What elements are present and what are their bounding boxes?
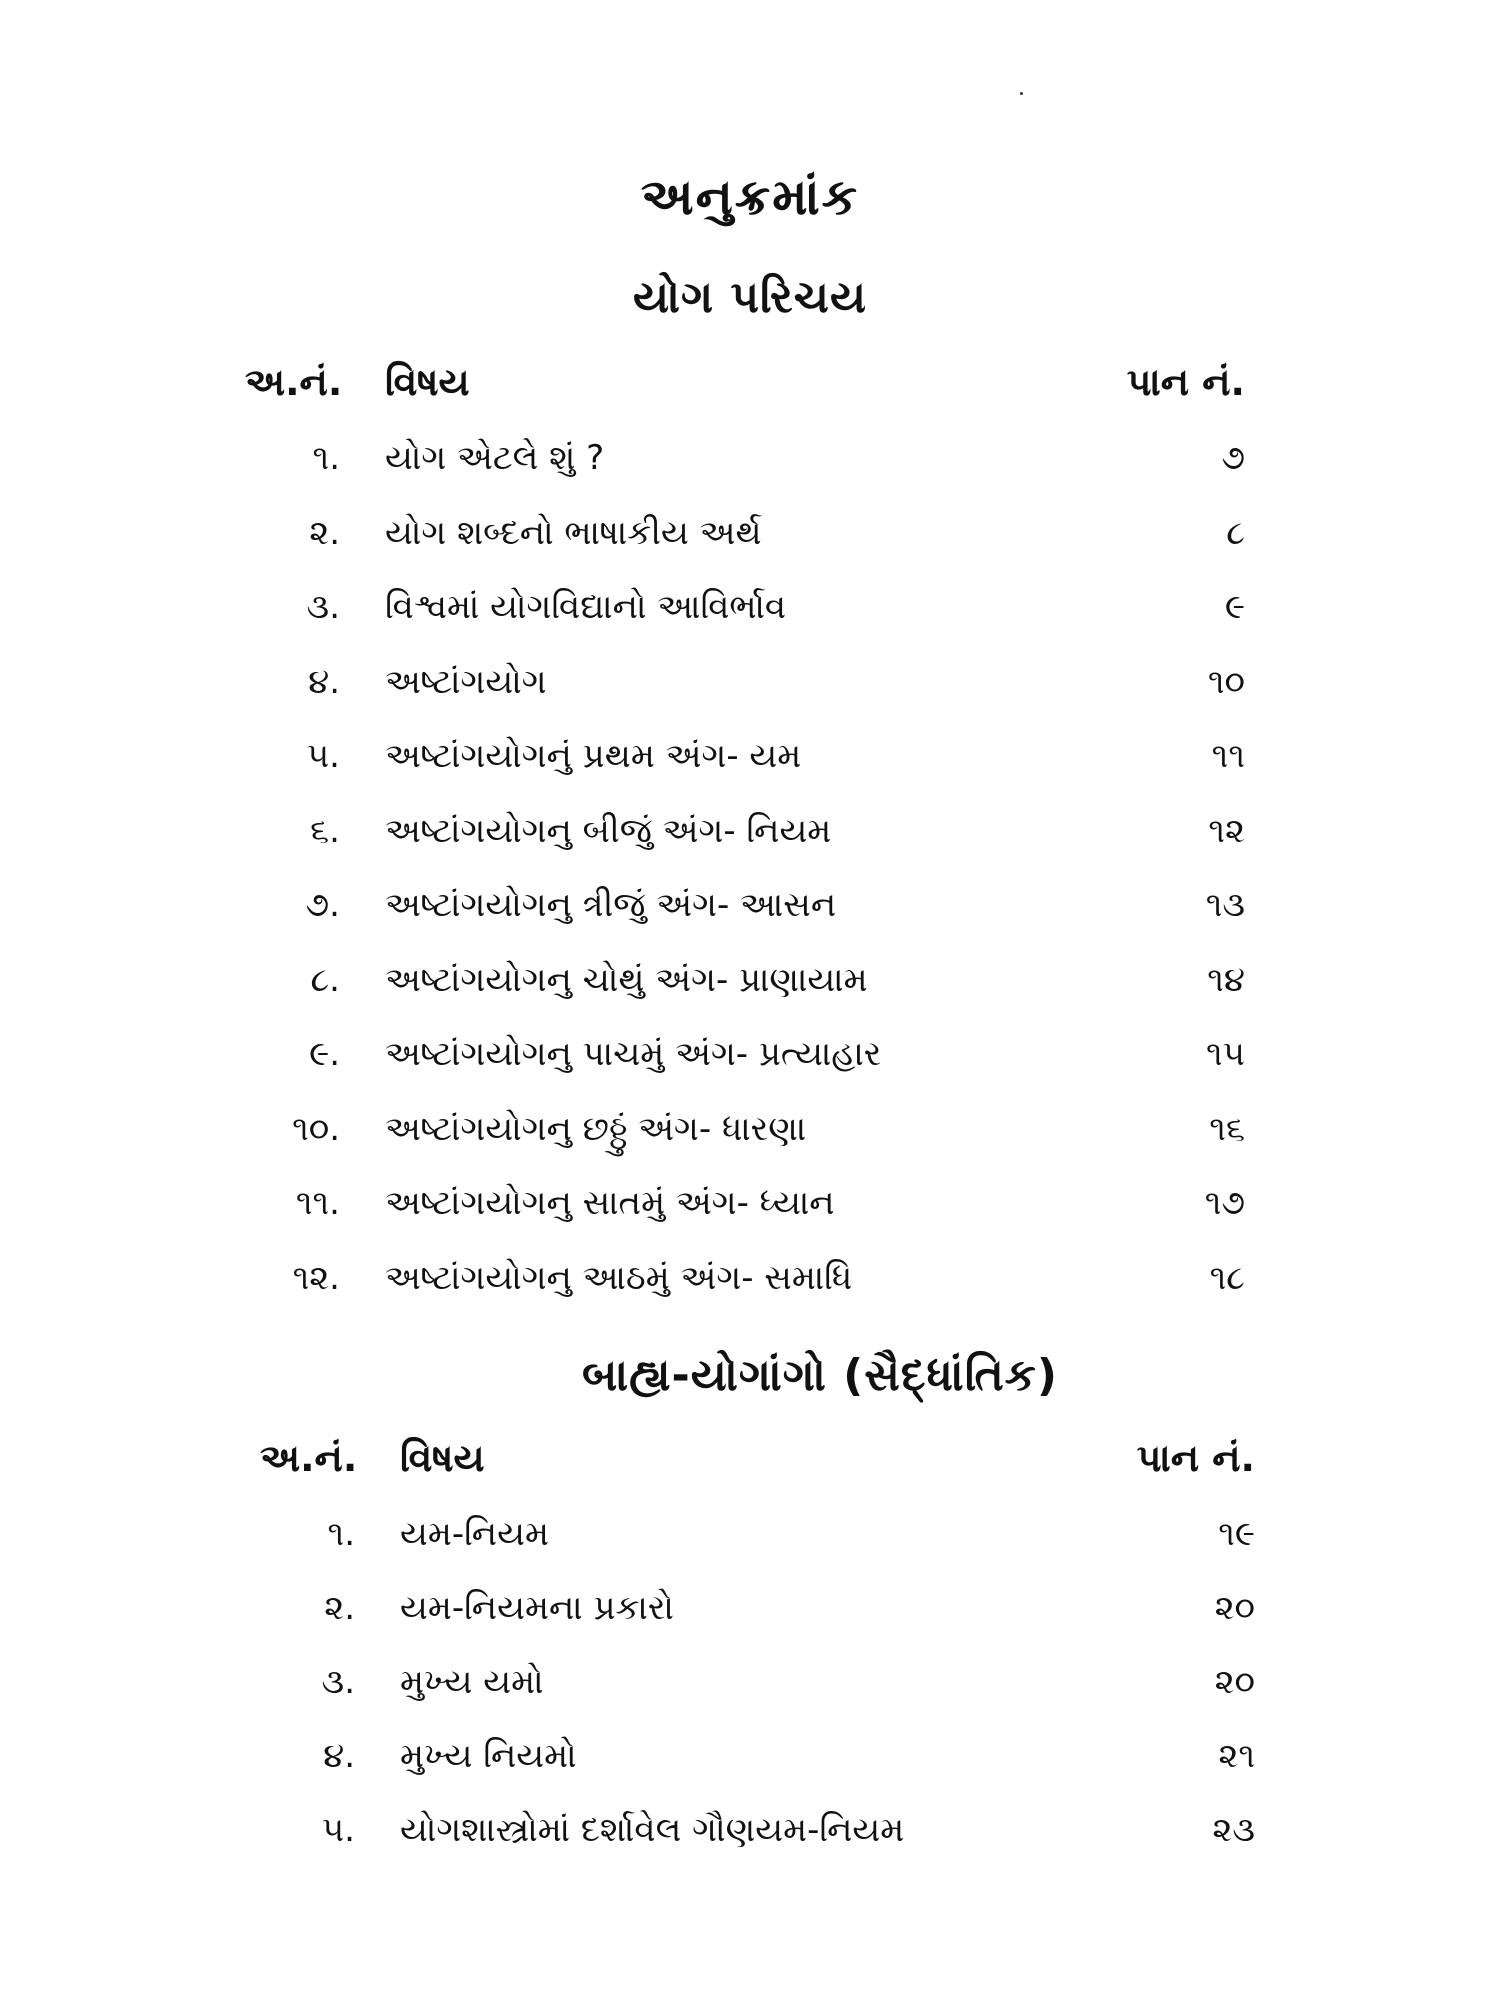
print-speck [1020,92,1023,95]
toc-row-number: ૪. [308,661,340,702]
toc-row-number: ૧. [312,438,340,478]
toc-rows [0,1514,1500,1884]
toc-row-number: ૪. [323,1736,355,1776]
column-header-page: પાન નં. [1136,1436,1255,1480]
toc-row-page: ૨૦ [1214,1662,1255,1702]
toc-row-topic: અષ્ટાંગયોગનુ સાતમું અંગ- ધ્યાન [385,1183,835,1223]
toc-row [0,1662,1500,1736]
toc-row-topic: અષ્ટાંગયોગનુ છઠ્ઠું અંગ- ધારણા [385,1108,807,1149]
toc-row-topic: મુખ્ય યમો [400,1662,544,1702]
toc-row-page: ૧૯ [1218,1514,1255,1554]
toc-row-number: ૧. [327,1514,355,1554]
toc-row-number: ૨. [324,1588,355,1628]
column-header-page: પાન નં. [1126,360,1245,404]
toc-row [0,1183,1500,1258]
column-header-topic: વિષય [400,1436,485,1480]
toc-row [0,811,1500,886]
toc-row-topic: યોગશાસ્ત્રોમાં દર્શાવેલ ગૌણયમ-નિયમ [400,1810,905,1850]
toc-row-number: ૧૨. [292,1257,340,1298]
toc-row [0,587,1500,662]
toc-row [0,1810,1500,1884]
toc-row-page: ૧૨ [1208,810,1245,851]
toc-row-number: ૩. [306,587,340,627]
toc-row-topic: વિશ્વમાં યોગવિદ્યાનો આવિર્ભાવ [385,587,787,627]
toc-row-topic: અષ્ટાંગયોગ [385,661,547,702]
toc-row-page: ૧૪ [1207,959,1245,1000]
toc-row-number: ૮. [310,959,340,1000]
toc-row [0,1588,1500,1662]
toc-row-page: ૧૩ [1205,885,1245,925]
toc-row-number: ૧૧. [295,1183,340,1223]
toc-row-page: ૧૬ [1209,1108,1245,1149]
toc-row [0,438,1500,513]
toc-row [0,1514,1500,1588]
toc-row-number: ૬. [310,810,340,851]
toc-row-page: ૨૧ [1218,1736,1255,1776]
toc-table-bahya-yogango [0,1436,1500,1884]
column-header-number: અ.નં. [260,1436,358,1480]
toc-row-topic: મુખ્ય નિયમો [400,1736,577,1776]
toc-row [0,1736,1500,1810]
column-header-number: અ.નં. [245,360,343,404]
toc-row [0,960,1500,1035]
toc-row-page: ૧૧ [1211,736,1245,776]
toc-row-page: ૯ [1224,587,1245,627]
toc-row-page: ૧૮ [1209,1257,1245,1298]
toc-row [0,513,1500,588]
toc-row-topic: યોગ એટલે શું ? [385,438,605,478]
toc-row-page: ૨૦ [1214,1588,1255,1628]
toc-row-number: ૫. [306,736,340,776]
toc-table-yog-parichay [0,360,1500,1332]
toc-row [0,736,1500,811]
toc-row-topic: અષ્ટાંગયોગનુ આઠમું અંગ- સમાધિ [385,1257,853,1298]
toc-row-number: ૭. [305,885,340,925]
toc-header-row [0,360,1500,438]
toc-row [0,885,1500,960]
toc-row-topic: અષ્ટાંગયોગનુ પાચમું અંગ- પ્રત્યાહાર [385,1034,882,1074]
toc-row-number: ૧૦. [292,1108,340,1149]
toc-row-topic: યોગ શબ્દનો ભાષાકીય અર્થ [385,512,762,553]
toc-row-page: ૧૦ [1207,661,1245,702]
toc-row-topic: અષ્ટાંગયોગનુ ચોથું અંગ- પ્રાણાયામ [385,959,868,1000]
toc-row-number: ૨. [309,512,340,553]
section-heading-yog-parichay: યોગ પરિચય [633,272,867,323]
toc-row-topic: યમ-નિયમ [400,1514,549,1554]
toc-row-topic: અષ્ટાંગયોગનું પ્રથમ અંગ- યમ [385,736,802,776]
column-header-topic: વિષય [385,360,470,404]
toc-row-number: ૩. [321,1662,355,1702]
toc-row [0,1258,1500,1333]
toc-row-topic: યમ-નિયમના પ્રકારો [400,1588,674,1628]
page-title: અનુક્રમાંક [640,168,860,226]
toc-row-page: ૭ [1221,438,1245,478]
section-heading-bahya-yogango: બાહ્ય-યોગાંગો (સૈદ્ધાંતિક) [582,1350,1058,1401]
toc-row-topic: અષ્ટાંગયોગનુ ત્રીજું અંગ- આસન [385,885,837,925]
toc-row-page: ૧૫ [1206,1034,1245,1074]
toc-row-number: ૯. [309,1034,340,1074]
toc-rows [0,438,1500,1332]
toc-row-topic: અષ્ટાંગયોગનુ બીજું અંગ- નિયમ [385,810,832,851]
toc-row [0,662,1500,737]
toc-row [0,1034,1500,1109]
toc-row-page: ૨૩ [1212,1810,1255,1850]
toc-row-page: ૧૭ [1204,1183,1245,1223]
toc-row-page: ૮ [1226,512,1245,553]
toc-header-row [0,1436,1500,1514]
toc-row-number: ૫. [321,1810,355,1850]
toc-row [0,1109,1500,1184]
